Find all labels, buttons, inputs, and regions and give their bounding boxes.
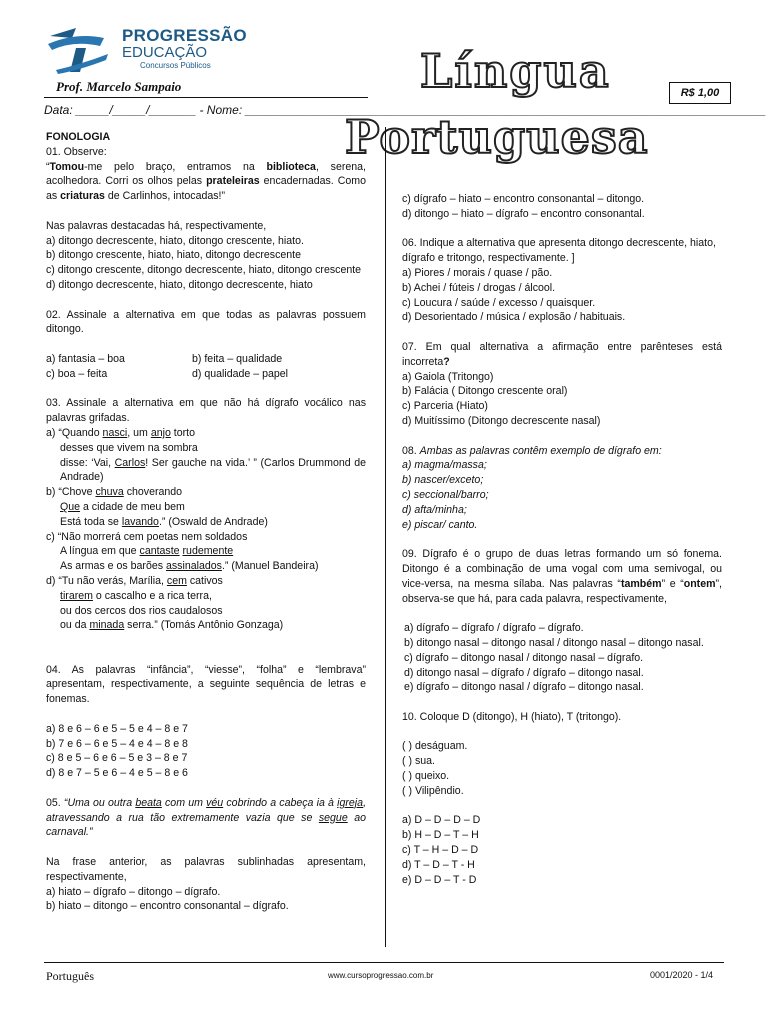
q03-b-line3 [46,515,366,530]
q03-b-line2 [46,500,366,515]
q02-option-b: b) feita – qualidade [192,352,283,365]
q10-item-1: ( ) deságuam. [402,740,468,753]
text: 07. Em qual alternativa a afirmação entre parênteses está incorreta [402,340,722,368]
q10-option-b: b) H – D – T – H [402,829,479,842]
footer-subject: Português [46,969,94,983]
text: , um [127,426,151,439]
q07-option-d: d) Muitíssimo (Ditongo decrescente nasal) [402,414,601,427]
word: Tomou [49,160,85,173]
q10-option-d: d) T – D – T - H [402,858,475,871]
q10-option-a: a) D – D – D – D [402,814,481,827]
q03-d-line1 [46,574,366,589]
q08-option-e: e) piscar/ canto. [402,518,478,531]
q09-option-c: c) dígrafo – ditongo nasal / ditongo nasal – dígrafo. [404,651,644,664]
q06-heading: 06. Indique a alternativa que apresenta ditongo decrescente, hiato, dígrafo e tritongo, respectivamente. ] [402,237,716,265]
q02-options-row2 [46,367,366,382]
q08-option-a: a) magma/massa; [402,459,487,472]
word: Que [60,500,81,513]
q02-option-d: d) qualidade – papel [192,367,289,380]
q05-option-c: c) dígrafo – hiato – encontro consonantal – ditongo. [402,193,645,205]
text: ”, observa-se que há, para cada palavra, respectivamente, [402,577,722,605]
text: Está toda se [60,515,122,528]
text: 08. [402,444,420,457]
q08-option-c: c) seccional/barro; [402,488,489,501]
q07-option-b: b) Falácia ( Ditongo crescente oral) [402,385,568,398]
text: a) “Quando [46,426,103,439]
text: d) “Tu não verás, Marília, [46,574,167,587]
q05-option-d: d) ditongo – hiato – dígrafo – encontro consonantal. [402,207,645,220]
word: chuva [95,486,124,499]
q03-c-line1: c) “Não morrerá cem poetas nem soldados [46,530,248,543]
q04-option-a: a) 8 e 6 – 6 e 5 – 5 e 4 – 8 e 7 [46,722,188,735]
q04-option-b: b) 7 e 6 – 6 e 5 – 4 e 4 – 8 e 8 [46,737,188,750]
date-name-line: Data: _____/_____/_______ - Nome: ______________________________________________________________________________ [44,103,767,117]
logo-mark-icon [46,24,116,76]
q07-option-a: a) Gaiola (Tritongo) [402,370,494,383]
question-mark: ? [443,355,450,368]
word: nasci [102,426,128,439]
word: também [620,577,662,590]
q08-option-b: b) nascer/exceto; [402,474,484,487]
text: 05. [46,796,64,809]
text: “Uma ou outra [63,796,136,809]
q06-option-c: c) Loucura / saúde / excesso / quaisquer. [402,296,596,309]
q03-c-line2 [46,544,366,559]
column-divider [385,127,386,947]
q05-option-a: a) hiato – dígrafo – ditongo – dígrafo. [46,885,221,898]
footer-website[interactable]: www.cursoprogressao.com.br [328,971,434,980]
text: ” e “ [661,577,684,590]
text: Ambas as palavras contêm exemplo de dígrafo em: [419,444,662,457]
footer-rule [44,962,724,963]
q02-heading: 02. Assinale a alternativa em que todas as palavras possuem ditongo. [46,308,366,336]
q08-heading [402,444,722,459]
word: Carlos [114,456,146,469]
q09-option-e: e) dígrafo – ditongo nasal / dígrafo – ditongo nasal. [404,681,644,694]
text: torto [170,426,196,439]
title-line2: Portuguesa [345,110,649,164]
q08-option-d: d) afta/minha; [402,503,467,516]
left-column [46,130,366,914]
text: b) “Chove [46,486,96,499]
logo-line3: Concursos Públicos [140,61,211,70]
q09-heading [402,547,722,606]
logo-line2: EDUCAÇÃO [122,44,208,61]
text: -me pelo braço, entramos na [84,160,267,173]
text: disse: ‘Vai, [60,456,115,469]
q09-option-d: d) ditongo nasal – dígrafo / dígrafo – ditongo nasal. [404,666,644,679]
q07-heading [402,340,722,370]
text: o cascalho e a rica terra, [92,589,212,602]
q02-option-c: c) boa – feita [46,367,108,380]
q09-option-a: a) dígrafo – dígrafo / dígrafo – dígrafo. [404,622,584,635]
q02-options-row1 [46,352,366,367]
q10-option-e: e) D – D – T - D [402,873,477,886]
word: prateleiras [206,175,260,188]
text: A língua em que [60,545,140,558]
q04-option-d: d) 8 e 7 – 5 e 6 – 4 e 5 – 8 e 6 [46,767,188,780]
q03-a-line3 [46,456,366,486]
q10-item-2: ( ) sua. [402,755,435,768]
q01-option-a: a) ditongo decrescente, hiato, ditongo crescente, hiato. [46,234,304,247]
teacher-rule [44,97,368,98]
q10-item-3: ( ) queixo. [402,770,450,783]
text: .” (Oswald de Andrade) [158,515,268,528]
text: de Carlinhos, intocadas!” [104,190,226,203]
text: , atravessando a rua tão extremamente vazia que se [46,796,367,824]
word: tirarem [60,589,93,602]
text: 09. Dígrafo é o grupo de duas letras formando um só fonema. Ditongo é a combinação de uma vogal com uma semivogal, ou vice-versa, na mesma sílaba. Nas palavras “ [402,548,722,590]
q03-c-line3 [46,559,366,574]
q03-d-line4 [46,618,366,633]
q06-option-b: b) Achei / fúteis / drogas / álcool. [402,281,556,294]
q05-stem: Na frase anterior, as palavras sublinhadas apresentam, respectivamente, [46,856,366,883]
text: cobrindo a cabeça ia à [223,796,338,809]
quote-mark: “ [46,160,50,173]
word: véu [206,796,224,809]
right-column [402,192,722,887]
q04-option-c: c) 8 e 5 – 6 e 6 – 5 e 3 – 8 e 7 [46,752,188,765]
q01-option-b: b) ditongo crescente, hiato, hiato, ditongo decrescente [46,249,302,262]
q01-heading: 01. Observe: [46,145,107,158]
section-title: FONOLOGIA [46,131,111,143]
teacher-name: Prof. Marcelo Sampaio [56,79,182,94]
q10-item-4: ( ) Vilipêndio. [402,784,464,797]
q02-option-a: a) fantasia – boa [46,352,125,365]
q10-heading: 10. Coloque D (ditongo), H (hiato), T (tritongo). [402,710,622,723]
footer-page-number: 0001/2020 - 1/4 [650,970,714,980]
word: lavando [121,515,159,528]
text: , serena, acolhedora. Corri os olhos pelas [46,160,366,188]
q03-a-line2: desses que vivem na sombra [60,441,198,454]
q03-d-line2 [46,589,366,604]
text: .” (Manuel Bandeira) [221,560,319,573]
q01-passage [46,160,366,204]
word: minada [89,619,125,632]
word: igreja [337,796,364,809]
q01-option-d: d) ditongo decrescente, hiato, ditongo decrescente, hiato [46,278,313,291]
q01-stem: Nas palavras destacadas há, respectivamente, [46,219,267,232]
word: biblioteca [266,160,316,173]
q03-b-line1 [46,485,366,500]
word: cem [166,574,187,587]
text: choverando [123,486,183,499]
text: cativos [186,574,223,587]
text: a cidade de meu bem [80,500,185,513]
q06-option-a: a) Piores / morais / quase / pão. [402,266,553,279]
q09-option-b: b) ditongo nasal – ditongo nasal / ditongo nasal – ditongo nasal. [404,636,704,649]
word: assinalados [165,560,222,573]
q01-option-c: c) ditongo crescente, ditongo decrescente, hiato, ditongo crescente [46,264,362,277]
word: beata [135,796,162,809]
text: serra.” (Tomás Antônio Gonzaga) [124,619,284,632]
q04-heading: 04. As palavras “infância”, “viesse”, “folha” e “lembrava” apresentam, respectivamente, a seguinte sequência de letras e fonemas. [46,663,366,706]
word: criaturas [60,190,105,203]
text: encadernadas. Como as [46,175,366,203]
text: com um [161,796,207,809]
word: cantaste [139,545,180,558]
q03-d-line3: ou dos cercos dos rios caudalosos [60,604,223,617]
word: segue [318,811,348,824]
logo [46,24,246,76]
text: ao carnaval.” [46,811,367,839]
q05-option-b: b) hiato – ditongo – encontro consonantal – dígrafo. [46,900,289,913]
q03-heading: 03. Assinale a alternativa em que não há dígrafo vocálico nas palavras grifadas. [46,397,366,425]
text: ! Ser gauche na vida.’ ” (Carlos Drummond de Andrade) [60,456,366,484]
word: ontem [683,577,716,590]
q10-option-c: c) T – H – D – D [402,844,479,857]
text: As armas e os barões [60,560,166,573]
word: anjo [150,426,171,439]
q07-option-c: c) Parceria (Hiato) [402,400,488,413]
text: ou da [60,619,90,632]
q06-option-d: d) Desorientado / música / explosão / habituais. [402,311,626,324]
word: rudemente [182,545,234,558]
price-box: R$ 1,00 [669,82,731,104]
title-line1: Língua [420,44,611,98]
q05-passage [46,796,366,840]
q03-a-line1 [46,426,366,441]
logo-line1: PROGRESSÃO [122,26,247,45]
